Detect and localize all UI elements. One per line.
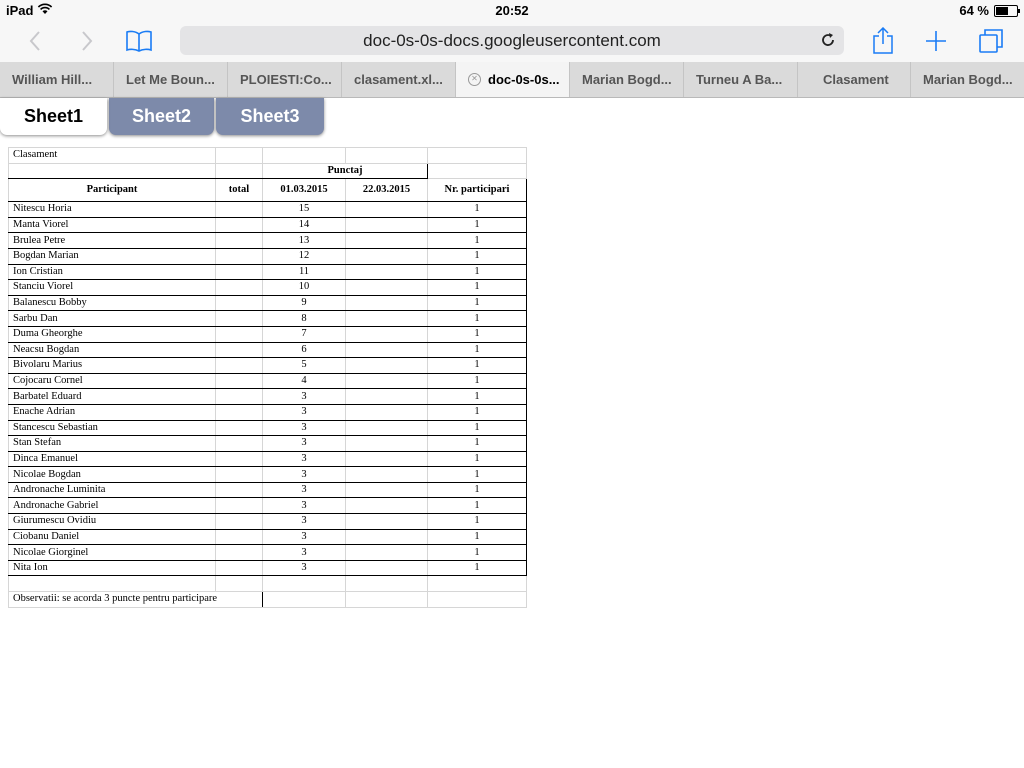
participant-cell: Nicolae Giorginel xyxy=(9,545,216,561)
group-header: Punctaj xyxy=(263,163,428,179)
date1-cell: 9 xyxy=(263,295,346,311)
total-cell xyxy=(216,545,263,561)
table-row xyxy=(9,358,527,374)
participant-cell: Manta Viorel xyxy=(9,217,216,233)
browser-tabs xyxy=(0,62,1024,98)
participant-cell: Andronache Gabriel xyxy=(9,498,216,514)
date1-cell: 3 xyxy=(263,545,346,561)
table-row xyxy=(9,373,527,389)
date2-cell xyxy=(346,264,428,280)
url-text: doc-0s-0s-docs.googleusercontent.com xyxy=(363,31,661,50)
date2-cell xyxy=(346,529,428,545)
device-label: iPad xyxy=(6,3,34,18)
total-cell xyxy=(216,560,263,576)
total-cell xyxy=(216,202,263,218)
date1-cell: 3 xyxy=(263,498,346,514)
date1-cell: 3 xyxy=(263,467,346,483)
count-cell: 1 xyxy=(428,451,527,467)
participant-cell: Cojocaru Cornel xyxy=(9,373,216,389)
date1-cell: 6 xyxy=(263,342,346,358)
sheet-title: Clasament xyxy=(9,148,216,164)
date2-cell xyxy=(346,482,428,498)
total-cell xyxy=(216,295,263,311)
participant-cell: Duma Gheorghe xyxy=(9,326,216,342)
date2-cell xyxy=(346,451,428,467)
close-tab-icon[interactable]: ✕ xyxy=(468,73,481,86)
date1-cell: 3 xyxy=(263,420,346,436)
count-cell: 1 xyxy=(428,373,527,389)
total-cell xyxy=(216,482,263,498)
total-cell xyxy=(216,420,263,436)
count-cell: 1 xyxy=(428,326,527,342)
date1-cell: 3 xyxy=(263,529,346,545)
total-cell xyxy=(216,264,263,280)
date1-cell: 3 xyxy=(263,436,346,452)
date1-cell: 3 xyxy=(263,560,346,576)
count-cell: 1 xyxy=(428,264,527,280)
total-cell xyxy=(216,451,263,467)
table-row xyxy=(9,514,527,530)
date1-cell: 11 xyxy=(263,264,346,280)
table-row xyxy=(9,482,527,498)
browser-tab[interactable]: William Hill... xyxy=(0,62,114,97)
browser-tab[interactable]: Marian Bogd... xyxy=(570,62,684,97)
bookmarks-icon[interactable] xyxy=(122,24,156,58)
date2-cell xyxy=(346,436,428,452)
date1-cell: 3 xyxy=(263,389,346,405)
reload-icon[interactable] xyxy=(818,30,838,50)
participant-cell: Brulea Petre xyxy=(9,233,216,249)
participant-cell: Ion Cristian xyxy=(9,264,216,280)
table-row xyxy=(9,202,527,218)
count-cell: 1 xyxy=(428,545,527,561)
count-cell: 1 xyxy=(428,498,527,514)
total-cell xyxy=(216,373,263,389)
count-cell: 1 xyxy=(428,295,527,311)
date1-cell: 3 xyxy=(263,451,346,467)
table-row xyxy=(9,389,527,405)
header-count: Nr. participari xyxy=(428,179,527,202)
date1-cell: 10 xyxy=(263,280,346,296)
browser-tab-active[interactable]: ✕ doc-0s-0s... xyxy=(456,62,570,97)
total-cell xyxy=(216,467,263,483)
participant-cell: Neacsu Bogdan xyxy=(9,342,216,358)
table-row xyxy=(9,545,527,561)
total-cell xyxy=(216,404,263,420)
total-cell xyxy=(216,389,263,405)
browser-tab[interactable]: Clasament xyxy=(798,62,911,97)
participant-cell: Stan Stefan xyxy=(9,436,216,452)
table-row xyxy=(9,248,527,264)
count-cell: 1 xyxy=(428,233,527,249)
back-icon[interactable] xyxy=(18,24,52,58)
table-row xyxy=(9,467,527,483)
total-cell xyxy=(216,529,263,545)
count-cell: 1 xyxy=(428,389,527,405)
browser-toolbar xyxy=(0,22,1024,62)
header-total: total xyxy=(216,179,263,202)
count-cell: 1 xyxy=(428,529,527,545)
participant-cell: Bivolaru Marius xyxy=(9,358,216,374)
total-cell xyxy=(216,498,263,514)
participant-cell: Ciobanu Daniel xyxy=(9,529,216,545)
total-cell xyxy=(216,248,263,264)
count-cell: 1 xyxy=(428,248,527,264)
tabs-overview-icon[interactable] xyxy=(974,24,1008,58)
date2-cell xyxy=(346,467,428,483)
date2-cell xyxy=(346,248,428,264)
header-date1: 01.03.2015 xyxy=(263,179,346,202)
date2-cell xyxy=(346,514,428,530)
total-cell xyxy=(216,326,263,342)
total-cell xyxy=(216,311,263,327)
date1-cell: 3 xyxy=(263,482,346,498)
table-row xyxy=(9,311,527,327)
participant-cell: Stancescu Sebastian xyxy=(9,420,216,436)
count-cell: 1 xyxy=(428,280,527,296)
participant-cell: Barbatel Eduard xyxy=(9,389,216,405)
total-cell xyxy=(216,233,263,249)
date2-cell xyxy=(346,202,428,218)
date2-cell xyxy=(346,358,428,374)
date1-cell: 7 xyxy=(263,326,346,342)
observations-note: Observatii: se acorda 3 puncte pentru participare xyxy=(9,592,263,608)
total-cell xyxy=(216,436,263,452)
table-row xyxy=(9,217,527,233)
count-cell: 1 xyxy=(428,311,527,327)
battery-percent: 64 % xyxy=(959,3,989,18)
date2-cell xyxy=(346,373,428,389)
count-cell: 1 xyxy=(428,482,527,498)
date2-cell xyxy=(346,311,428,327)
date2-cell xyxy=(346,545,428,561)
table-row xyxy=(9,295,527,311)
date1-cell: 13 xyxy=(263,233,346,249)
browser-tab[interactable]: Let Me Boun... xyxy=(114,62,228,97)
total-cell xyxy=(216,514,263,530)
total-cell xyxy=(216,217,263,233)
participant-cell: Dinca Emanuel xyxy=(9,451,216,467)
participant-cell: Balanescu Bobby xyxy=(9,295,216,311)
sheet-tab-2[interactable]: Sheet2 xyxy=(109,98,214,135)
date2-cell xyxy=(346,233,428,249)
date2-cell xyxy=(346,295,428,311)
browser-tab[interactable]: PLOIESTI:Co... xyxy=(228,62,342,97)
table-row xyxy=(9,233,527,249)
participant-cell: Giurumescu Ovidiu xyxy=(9,514,216,530)
date2-cell xyxy=(346,342,428,358)
date2-cell xyxy=(346,280,428,296)
count-cell: 1 xyxy=(428,358,527,374)
participant-cell: Nicolae Bogdan xyxy=(9,467,216,483)
date2-cell xyxy=(346,217,428,233)
browser-tab[interactable]: Marian Bogd... xyxy=(923,72,1013,87)
table-row xyxy=(9,420,527,436)
table-row xyxy=(9,342,527,358)
date1-cell: 3 xyxy=(263,404,346,420)
table-row xyxy=(9,498,527,514)
date1-cell: 8 xyxy=(263,311,346,327)
table-row xyxy=(9,280,527,296)
share-icon[interactable] xyxy=(866,24,900,58)
participant-cell: Nita Ion xyxy=(9,560,216,576)
date2-cell xyxy=(346,498,428,514)
table-row xyxy=(9,529,527,545)
table-row xyxy=(9,326,527,342)
count-cell: 1 xyxy=(428,217,527,233)
clock: 20:52 xyxy=(495,3,529,18)
status-bar xyxy=(0,0,1024,22)
header-date2: 22.03.2015 xyxy=(346,179,428,202)
count-cell: 1 xyxy=(428,342,527,358)
date1-cell: 14 xyxy=(263,217,346,233)
participant-cell: Stanciu Viorel xyxy=(9,280,216,296)
sheet-tab-1[interactable]: Sheet1 xyxy=(0,98,107,135)
table-row xyxy=(9,560,527,576)
count-cell: 1 xyxy=(428,467,527,483)
date2-cell xyxy=(346,560,428,576)
header-participant: Participant xyxy=(9,179,216,202)
date1-cell: 12 xyxy=(263,248,346,264)
total-cell xyxy=(216,280,263,296)
new-tab-icon[interactable] xyxy=(919,24,953,58)
participant-cell: Nitescu Horia xyxy=(9,202,216,218)
date2-cell xyxy=(346,326,428,342)
date1-cell: 3 xyxy=(263,514,346,530)
participant-cell: Bogdan Marian xyxy=(9,248,216,264)
table-row xyxy=(9,436,527,452)
count-cell: 1 xyxy=(428,436,527,452)
count-cell: 1 xyxy=(428,404,527,420)
total-cell xyxy=(216,358,263,374)
date2-cell xyxy=(346,420,428,436)
total-cell xyxy=(216,342,263,358)
date1-cell: 4 xyxy=(263,373,346,389)
table-row xyxy=(9,404,527,420)
date2-cell xyxy=(346,389,428,405)
participant-cell: Enache Adrian xyxy=(9,404,216,420)
spreadsheet-table xyxy=(8,147,527,608)
participant-cell: Sarbu Dan xyxy=(9,311,216,327)
battery-icon xyxy=(994,5,1018,17)
browser-tab[interactable]: clasament.xl... xyxy=(342,62,456,97)
date2-cell xyxy=(346,404,428,420)
count-cell: 1 xyxy=(428,514,527,530)
sheet-tab-3[interactable]: Sheet3 xyxy=(216,98,324,135)
date1-cell: 5 xyxy=(263,358,346,374)
count-cell: 1 xyxy=(428,560,527,576)
count-cell: 1 xyxy=(428,420,527,436)
browser-tab[interactable]: Turneu A Ba... xyxy=(684,62,798,97)
participant-cell: Andronache Luminita xyxy=(9,482,216,498)
date1-cell: 15 xyxy=(263,202,346,218)
forward-icon[interactable] xyxy=(70,24,104,58)
table-row xyxy=(9,451,527,467)
table-row xyxy=(9,264,527,280)
count-cell: 1 xyxy=(428,202,527,218)
address-bar[interactable] xyxy=(180,26,844,55)
